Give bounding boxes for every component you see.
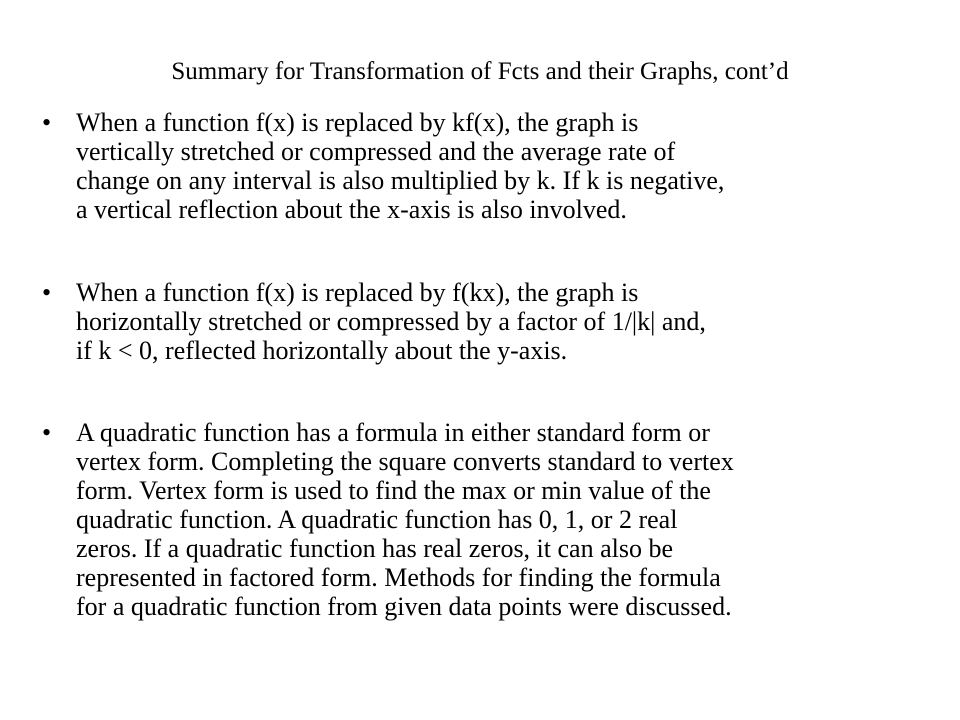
bullet-item [40, 278, 920, 365]
bullet-item [40, 418, 920, 621]
bullet-line: form. Vertex form is used to find the max or min value of the [76, 476, 711, 505]
bullet-line: represented in factored form. Methods for finding the formula [76, 563, 721, 592]
bullet-line: horizontally stretched or compressed by a factor of 1/|k| and, [76, 307, 706, 336]
bullet-line: if k < 0, reflected horizontally about the y-axis. [76, 336, 568, 365]
bullet-marker: • [42, 108, 52, 137]
bullet-line: a vertical reflection about the x-axis is also involved. [76, 195, 627, 224]
bullet-marker: • [42, 278, 52, 307]
bullet-line: vertically stretched or compressed and the average rate of [76, 137, 676, 166]
bullet-line: When a function f(x) is replaced by f(kx), the graph is [76, 278, 639, 307]
bullet-line: vertex form. Completing the square converts standard to vertex [76, 447, 734, 476]
slide-title: Summary for Transformation of Fcts and their Graphs, cont’d [171, 58, 789, 85]
bullet-line: change on any interval is also multiplied by k. If k is negative, [76, 166, 725, 195]
bullet-line: quadratic function. A quadratic function has 0, 1, or 2 real [76, 505, 678, 534]
bullet-line: for a quadratic function from given data points were discussed. [76, 592, 732, 621]
bullet-marker: • [42, 418, 52, 447]
bullet-item [40, 108, 920, 224]
bullet-list [40, 108, 920, 675]
bullet-line: zeros. If a quadratic function has real zeros, it can also be [76, 534, 674, 563]
bullet-line: A quadratic function has a formula in either standard form or [76, 418, 710, 447]
bullet-line: When a function f(x) is replaced by kf(x), the graph is [76, 108, 639, 137]
